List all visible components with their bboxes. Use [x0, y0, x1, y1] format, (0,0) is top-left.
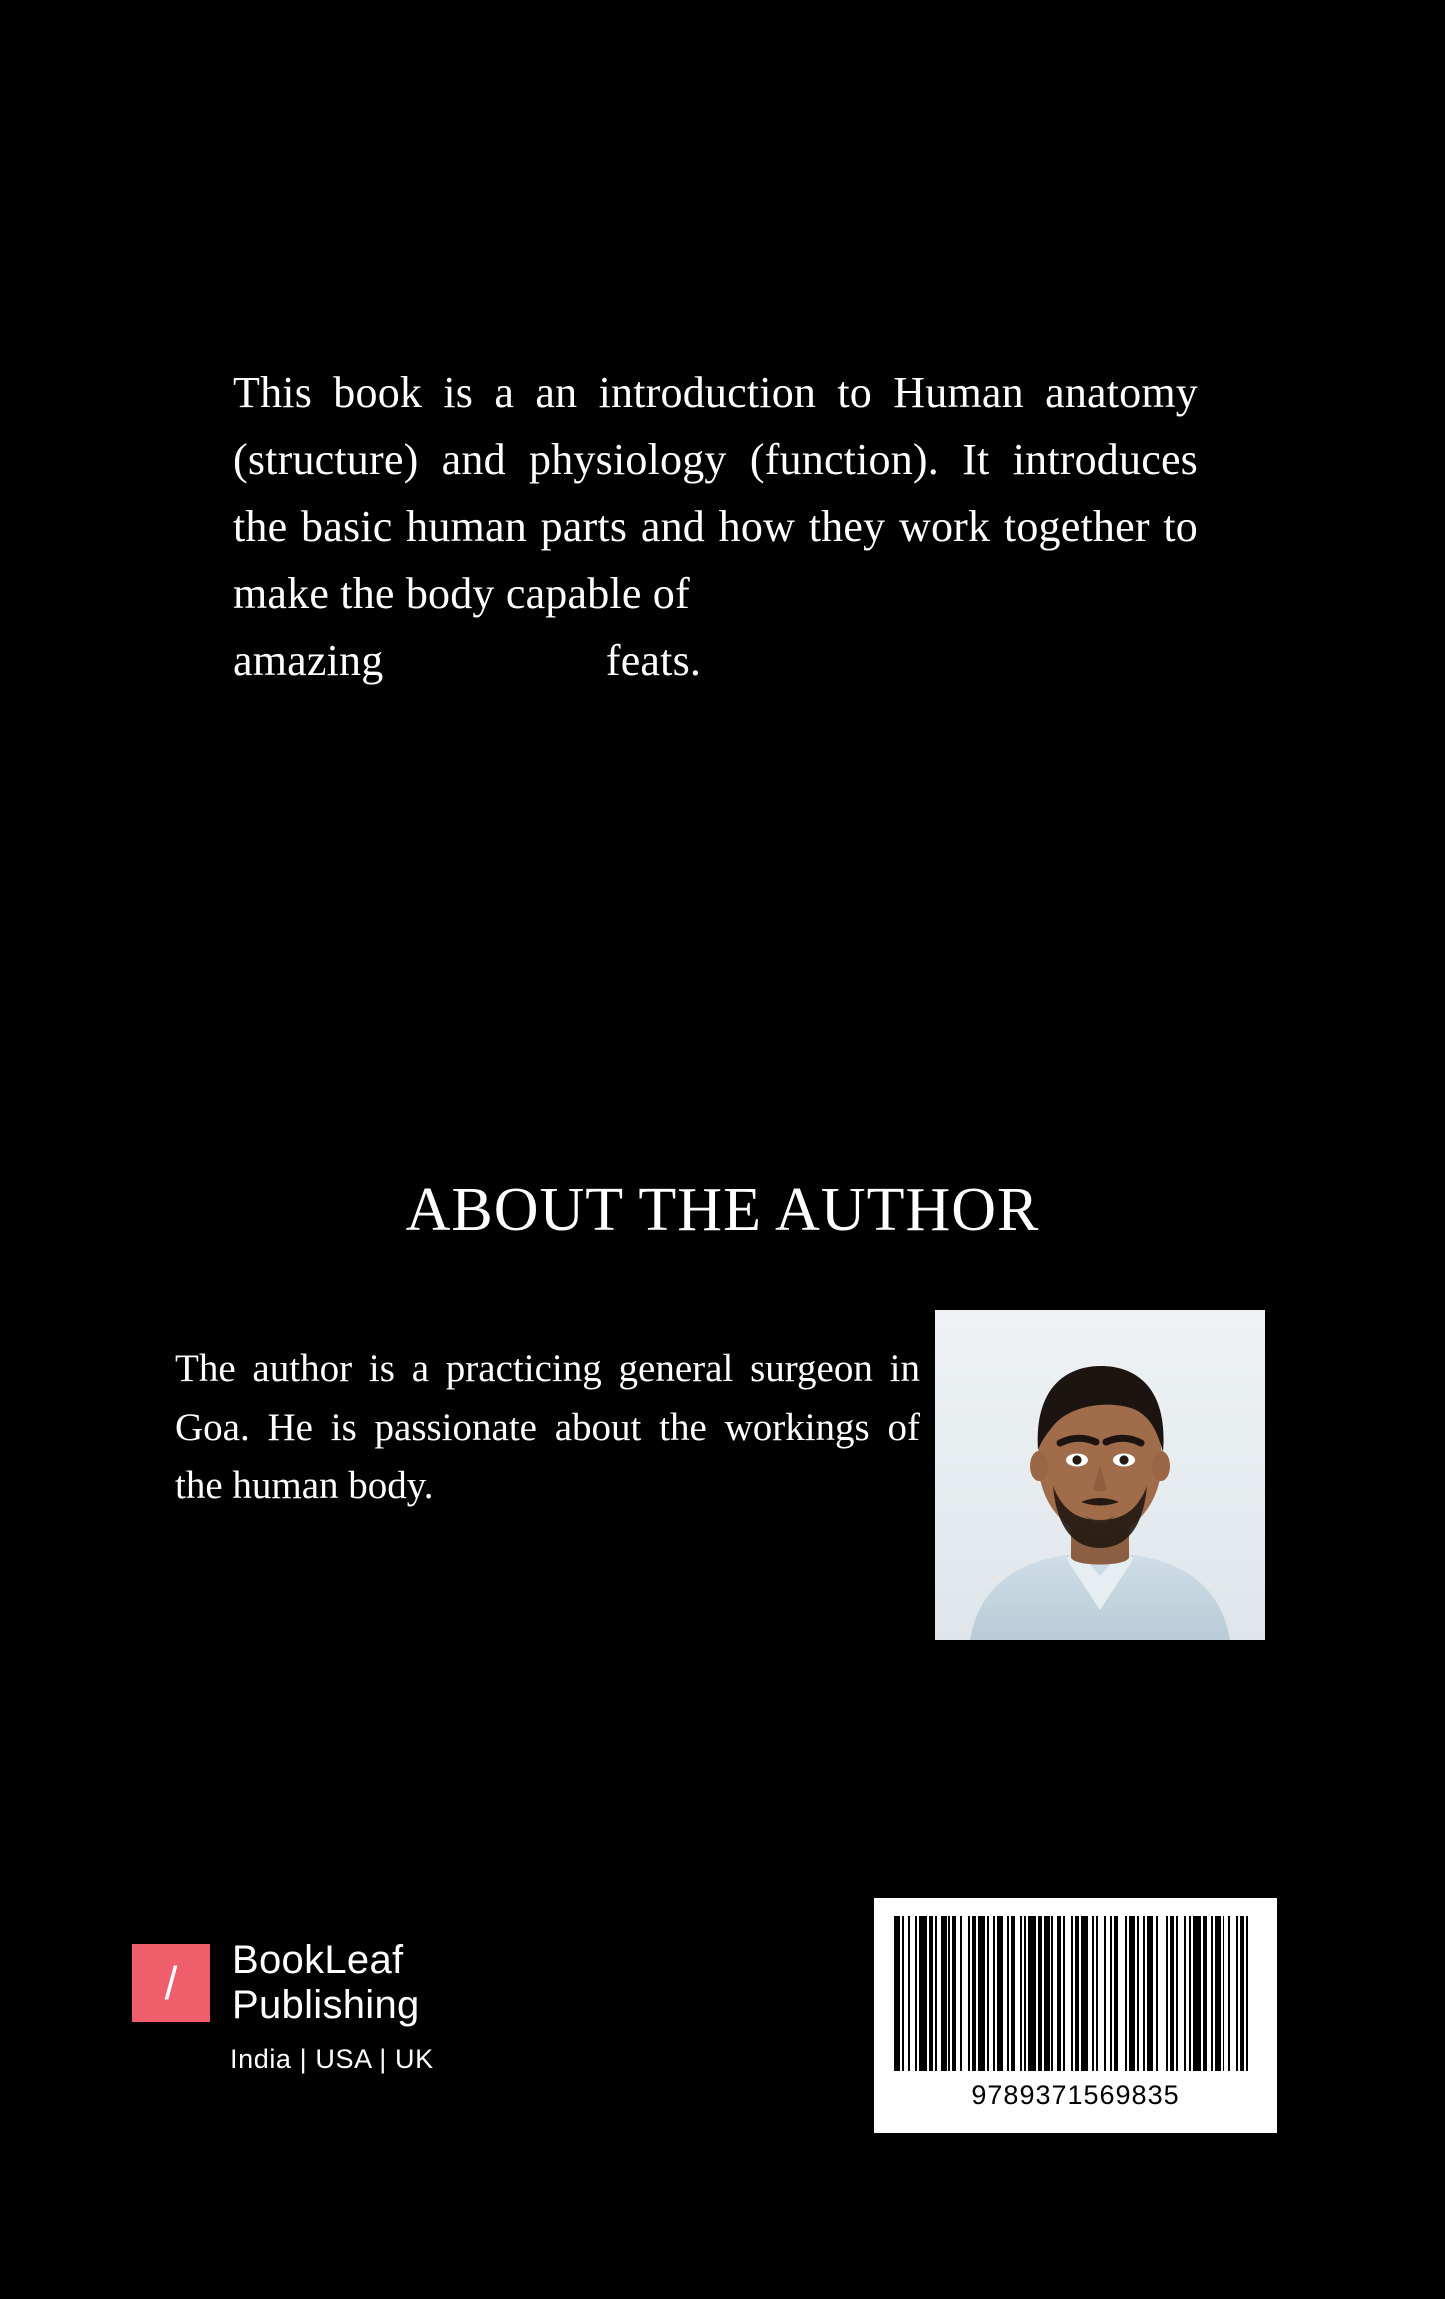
barcode-bar	[1028, 1916, 1036, 2071]
publisher-name-line1: BookLeaf	[232, 1938, 404, 1982]
barcode-bars	[894, 1916, 1257, 2071]
publisher-logo-row	[132, 1938, 552, 2028]
blurb-text: This book is a an introduction to Human anatomy (structure) and physiology (function). It introduces the basic human parts and how they work together to make the body capable of	[233, 368, 1198, 618]
barcode-bar	[1158, 1916, 1166, 2071]
barcode-bar	[1081, 1916, 1089, 2071]
blurb-last-line-start: amazing	[233, 635, 384, 685]
blurb-last-line-end: feats.	[605, 635, 702, 685]
author-section	[175, 1310, 1275, 1655]
slash-glyph: /	[164, 1956, 178, 2009]
publisher-name	[232, 1938, 420, 2028]
barcode-bar	[1193, 1916, 1201, 2071]
publisher-name-line2: Publishing	[232, 1982, 420, 2027]
isbn-barcode	[874, 1898, 1277, 2133]
blurb-last-line	[233, 628, 1198, 695]
author-portrait-illustration	[935, 1310, 1265, 1640]
barcode-bar	[978, 1916, 986, 2071]
publisher-logo	[132, 1938, 552, 2075]
author-bio-text: The author is a practicing general surgeon in Goa. He is passionate about the workings of the human body.	[175, 1347, 920, 1507]
about-author-heading: ABOUT THE AUTHOR	[405, 1176, 1040, 1244]
publisher-regions: India | USA | UK	[230, 2043, 434, 2074]
barcode-bar	[1248, 1916, 1256, 2071]
bookleaf-mark-icon	[132, 1944, 210, 2022]
barcode-bar	[1118, 1916, 1126, 2071]
author-portrait-photo	[935, 1310, 1265, 1640]
book-blurb	[233, 360, 1198, 694]
barcode-bar	[919, 1916, 927, 2071]
isbn-number: 9789371569835	[971, 2080, 1180, 2110]
